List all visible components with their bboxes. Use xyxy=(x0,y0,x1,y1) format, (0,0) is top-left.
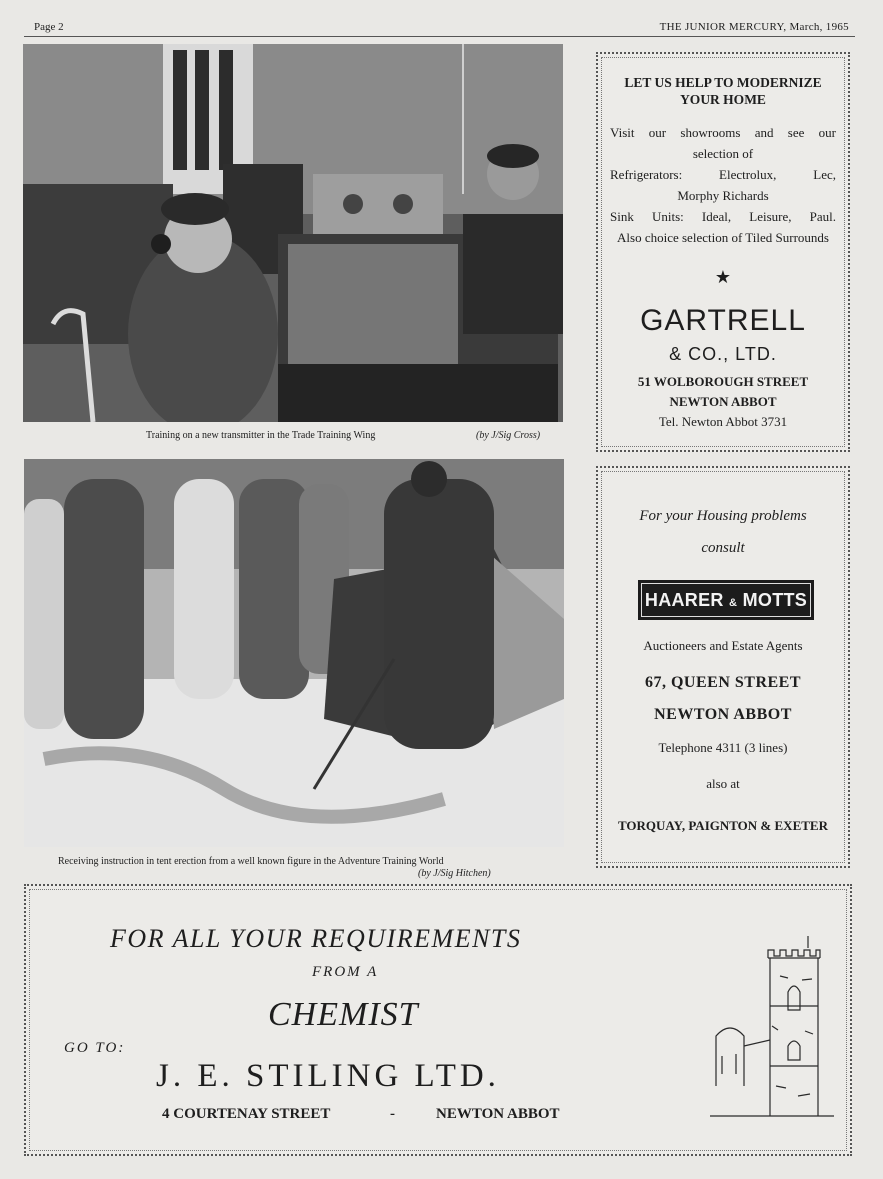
photo1-credit: (by J/Sig Cross) xyxy=(476,430,541,441)
gartrell-name: GARTRELL xyxy=(640,304,806,337)
haarer-motts-advert xyxy=(596,466,850,868)
haarer-subtitle: Auctioneers and Estate Agents xyxy=(643,638,803,653)
header-rule xyxy=(24,36,855,37)
photo2-caption: Receiving instruction in tent erection from a well known figure in the Adventure Training World xyxy=(58,856,444,867)
stiling-line-2: FROM A xyxy=(312,964,379,980)
stiling-line-1: FOR ALL YOUR REQUIREMENTS xyxy=(110,924,522,953)
photo2-credit: (by J/Sig Hitchen) xyxy=(418,868,491,879)
stiling-dash: - xyxy=(390,1106,395,1122)
stiling-chemist: CHEMIST xyxy=(268,996,419,1033)
tent-erection-photo xyxy=(24,459,564,847)
page-number: Page 2 xyxy=(34,21,64,33)
stiling-go-to: GO TO: xyxy=(64,1040,126,1056)
haarer-telephone: Telephone 4311 (3 lines) xyxy=(658,740,788,755)
gartrell-address: 51 WOLBOROUGH STREET NEWTON ABBOT xyxy=(637,374,809,409)
gartrell-headline: LET US HELP TO MODERNIZE YOUR HOME xyxy=(624,75,822,107)
stiling-advert xyxy=(24,884,852,1156)
stiling-company: J. E. STILING LTD. xyxy=(156,1058,500,1094)
star-icon: ★ xyxy=(714,267,732,287)
masthead: THE JUNIOR MERCURY, March, 1965 xyxy=(659,21,849,33)
gartrell-body: Visit our showrooms and see our selection of Refrigerators: Electrolux, Lec, Morphy Richards Sink Units: Ideal, Leisure, Paul. Also choice selection of Tiled Surrounds xyxy=(610,125,836,245)
stiling-street: 4 COURTENAY STREET xyxy=(162,1106,331,1122)
gartrell-telephone: Tel. Newton Abbot 3731 xyxy=(658,414,788,429)
haarer-town: NEWTON ABBOT xyxy=(654,706,792,723)
haarer-street: 67, QUEEN STREET xyxy=(644,674,802,691)
haarer-intro: For your Housing problems xyxy=(639,508,807,524)
stiling-town: NEWTON ABBOT xyxy=(436,1106,560,1122)
gartrell-company: & CO., LTD. xyxy=(669,344,777,364)
church-tower-illustration xyxy=(710,936,834,1120)
haarer-consult: consult xyxy=(701,540,745,556)
gartrell-advert xyxy=(596,52,850,452)
haarer-motts-logo: HAARER & MOTTS xyxy=(638,580,814,620)
haarer-also: also at xyxy=(706,776,740,791)
transmitter-training-photo xyxy=(23,44,563,422)
photo1-caption: Training on a new transmitter in the Trade Training Wing xyxy=(146,430,376,441)
haarer-branches: TORQUAY, PAIGNTON & EXETER xyxy=(618,818,828,833)
